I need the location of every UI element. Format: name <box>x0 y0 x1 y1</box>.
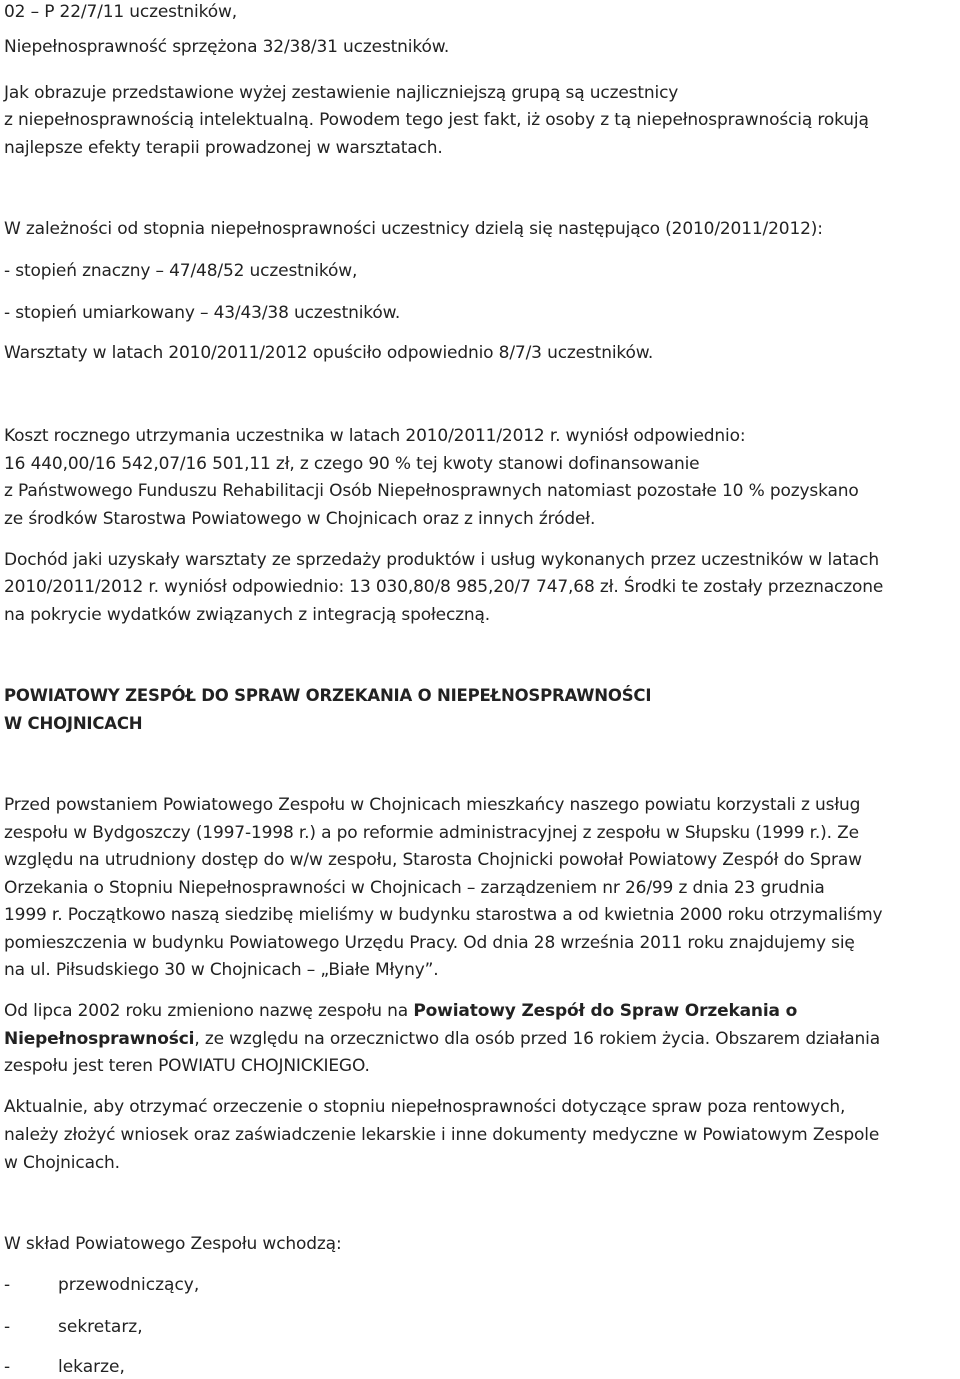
list-item: - stopień znaczny – 47/48/52 uczestników, <box>4 261 358 281</box>
text-line: należy złożyć wniosek oraz zaświadczenie lekarskie i inne dokumenty medyczne w Powiatowym Zespole <box>4 1125 880 1145</box>
text-line: pomieszczenia w budynku Powiatowego Urzędu Pracy. Od dnia 28 września 2011 roku znajdujemy się <box>4 933 855 953</box>
text-line: najlepsze efekty terapii prowadzonej w warsztatach. <box>4 138 443 158</box>
text-line: Dochód jaki uzyskały warsztaty ze sprzedaży produktów i usług wykonanych przez uczestników w latach <box>4 550 879 570</box>
list-item: lekarze, <box>58 1357 125 1377</box>
text-line: 2010/2011/2012 r. wyniósł odpowiednio: 13 030,80/8 985,20/7 747,68 zł. Środki te zostały przeznaczone <box>4 577 884 597</box>
text-line: Orzekania o Stopniu Niepełnosprawności w Chojnicach – zarządzeniem nr 26/99 z dnia 23 grudnia <box>4 878 825 898</box>
text-line <box>4 1027 880 1051</box>
list-dash: - <box>4 1357 11 1377</box>
text-line: z Państwowego Funduszu Rehabilitacji Osób Niepełnosprawnych natomiast pozostałe 10 % pozyskano <box>4 481 859 501</box>
text-line <box>4 999 797 1023</box>
list-item: przewodniczący, <box>58 1275 200 1295</box>
list-item: - stopień umiarkowany – 43/43/38 uczestników. <box>4 303 401 323</box>
text-line: na ul. Piłsudskiego 30 w Chojnicach – „Białe Młyny”. <box>4 960 439 980</box>
text-line: W skład Powiatowego Zespołu wchodzą: <box>4 1234 342 1254</box>
section-heading: W CHOJNICACH <box>4 714 143 733</box>
text-line: Przed powstaniem Powiatowego Zespołu w Chojnicach mieszkańcy naszego powiatu korzystali z usług <box>4 795 861 815</box>
text-line: w Chojnicach. <box>4 1153 120 1173</box>
text-line: Koszt rocznego utrzymania uczestnika w latach 2010/2011/2012 r. wyniósł odpowiednio: <box>4 426 746 446</box>
bold-text: Powiatowy Zespół do Spraw Orzekania o <box>413 1001 798 1021</box>
text-span: , ze względu na orzecznictwo dla osób przed 16 rokiem życia. Obszarem działania <box>194 1029 880 1049</box>
list-item: sekretarz, <box>58 1317 143 1337</box>
list-dash: - <box>4 1317 11 1337</box>
text-line: W zależności od stopnia niepełnosprawności uczestnicy dzielą się następująco (2010/2011/2012): <box>4 219 823 239</box>
text-line: Warsztaty w latach 2010/2011/2012 opuściło odpowiednio 8/7/3 uczestników. <box>4 343 654 363</box>
text-line: 02 – P 22/7/11 uczestników, <box>4 2 237 22</box>
list-dash: - <box>4 1275 11 1295</box>
text-line: z niepełnosprawnością intelektualną. Powodem tego jest fakt, iż osoby z tą niepełnosprawnością rokują <box>4 110 869 130</box>
text-line: względu na utrudniony dostęp do w/w zespołu, Starosta Chojnicki powołał Powiatowy Zespół do Spraw <box>4 850 862 870</box>
section-heading: POWIATOWY ZESPÓŁ DO SPRAW ORZEKANIA O NIEPEŁNOSPRAWNOŚCI <box>4 686 652 705</box>
text-line: 1999 r. Początkowo naszą siedzibę mieliśmy w budynku starostwa a od kwietnia 2000 roku otrzymaliśmy <box>4 905 883 925</box>
text-line: Jak obrazuje przedstawione wyżej zestawienie najliczniejszą grupą są uczestnicy <box>4 83 679 103</box>
bold-text: Niepełnosprawności <box>4 1029 195 1049</box>
text-line: 16 440,00/16 542,07/16 501,11 zł, z czego 90 % tej kwoty stanowi dofinansowanie <box>4 454 700 474</box>
text-line: ze środków Starostwa Powiatowego w Chojnicach oraz z innych źródeł. <box>4 509 596 529</box>
text-line: Aktualnie, aby otrzymać orzeczenie o stopniu niepełnosprawności dotyczące spraw poza rentowych, <box>4 1097 846 1117</box>
text-line: Niepełnosprawność sprzężona 32/38/31 uczestników. <box>4 37 450 57</box>
text-line: zespołu w Bydgoszczy (1997-1998 r.) a po reformie administracyjnej z zespołu w Słupsku (1999 r.). Ze <box>4 823 859 843</box>
text-span: Od lipca 2002 roku zmieniono nazwę zespołu na <box>4 1001 414 1021</box>
text-line: zespołu jest teren POWIATU CHOJNICKIEGO. <box>4 1056 370 1076</box>
text-line: na pokrycie wydatków związanych z integracją społeczną. <box>4 605 491 625</box>
